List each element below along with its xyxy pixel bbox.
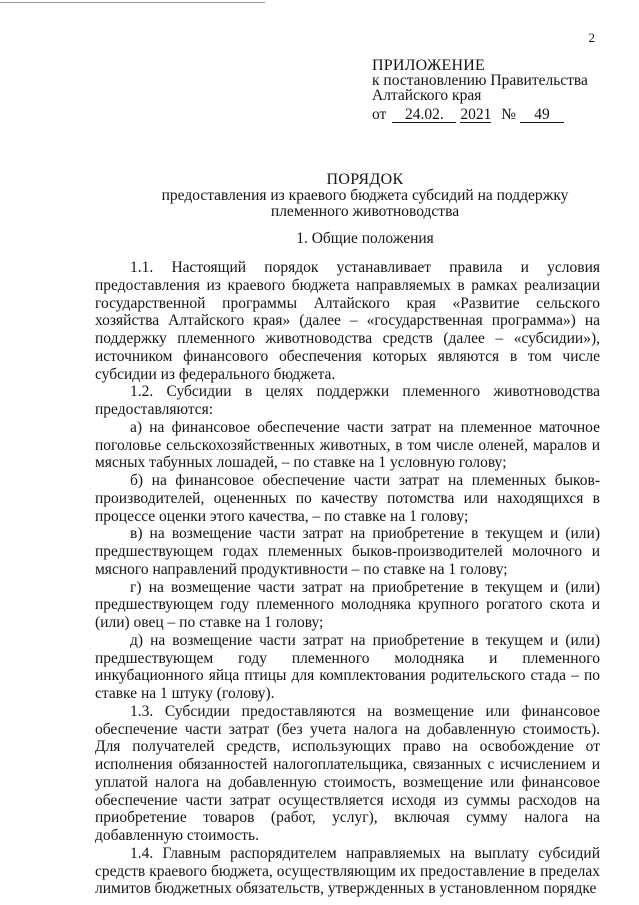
paragraph-item-d: д) на возмещение части затрат на приобретение в текущем и (или) предшествующем году племенного молодняка и племенного инкубационного яйца птицы для комплектования родительского стада – по ставке на 1 штуку (голову).: [95, 631, 600, 702]
decree-number: 49: [520, 108, 564, 123]
page-number: 2: [588, 30, 595, 45]
number-sign: №: [501, 106, 516, 123]
document-title: ПОРЯДОК: [326, 171, 404, 188]
appendix-line-1: к постановлению Правительства: [372, 72, 588, 89]
document-body: [95, 259, 600, 898]
appendix-line-2: Алтайского края: [372, 87, 482, 104]
document-subtitle-line-1: предоставления из краевого бюджета субсидий на поддержку: [161, 187, 569, 204]
paragraph-item-a: а) на финансовое обеспечение части затрат на племенное маточное поголовье сельскохозяйственных животных, в том числе оленей, маралов и мясных табунных лошадей, – по ставке на 1 условную голову;: [95, 418, 600, 472]
section-heading: 1. Общие положения: [296, 230, 434, 247]
decree-date: 24.02.: [392, 108, 456, 123]
appendix-header: [372, 58, 588, 123]
paragraph-1-2: 1.2. Субсидии в целях поддержки племенного животноводства предоставляются:: [95, 383, 600, 418]
document-title-block: [95, 172, 635, 220]
date-prefix: от: [372, 106, 387, 123]
paragraph-item-g: г) на возмещение части затрат на приобретение в текущем и (или) предшествующем году племенного молодняка крупного рогатого скота и (или) овец – по ставке на 1 голову;: [95, 578, 600, 631]
paragraph-1-3: 1.3. Субсидии предоставляются на возмещение или финансовое обеспечение части затрат (без учета налога на добавленную стоимость). Для получателей средств, использующих право на освобождение от исполнения обязанностей налогоплательщика, связанных с исчислением и уплатой налога на добавленную стоимость, возмещение или финансовое обеспечение части затрат осуществляется исходя из суммы расходов на приобретение товаров (работ, услуг), включая сумму налога на добавленную стоимость.: [95, 702, 600, 844]
paragraph-item-v: в) на возмещение части затрат на приобретение в текущем и (или) предшествующем годах племенных быков-производителей молочного и мясного направлений продуктивности – по ставке на 1 голову;: [95, 525, 600, 578]
decree-year: 2021: [460, 106, 492, 123]
appendix-title: ПРИЛОЖЕНИЕ: [372, 57, 486, 74]
document-subtitle-line-2: племенного животноводства: [270, 203, 460, 220]
paragraph-1-1: 1.1. Настоящий порядок устанавливает правила и условия предоставления из краевого бюджета направляемых в рамках реализации государственной программы Алтайского края «Развитие сельского хозяйства Алтайского края» (далее – «государственная программа») на поддержку племенного животноводства средств (далее – «субсидии»), источником финансового обеспечения которых являются в том числе субсидии из федерального бюджета.: [95, 259, 600, 383]
scan-edge-line: [0, 2, 265, 3]
paragraph-1-4: 1.4. Главным распорядителем направляемых на выплату субсидий средств краевого бюджета, осуществляющим их предоставление в пределах лимитов бюджетных обязательств, утвержденных в установленном порядке: [95, 844, 600, 898]
paragraph-item-b: б) на финансовое обеспечение части затрат на племенных быков-производителей, оцененных по качеству потомства или находящихся в процессе оценки этого качества, – по ставке на 1 голову;: [95, 472, 600, 525]
appendix-date-row: [372, 107, 588, 123]
